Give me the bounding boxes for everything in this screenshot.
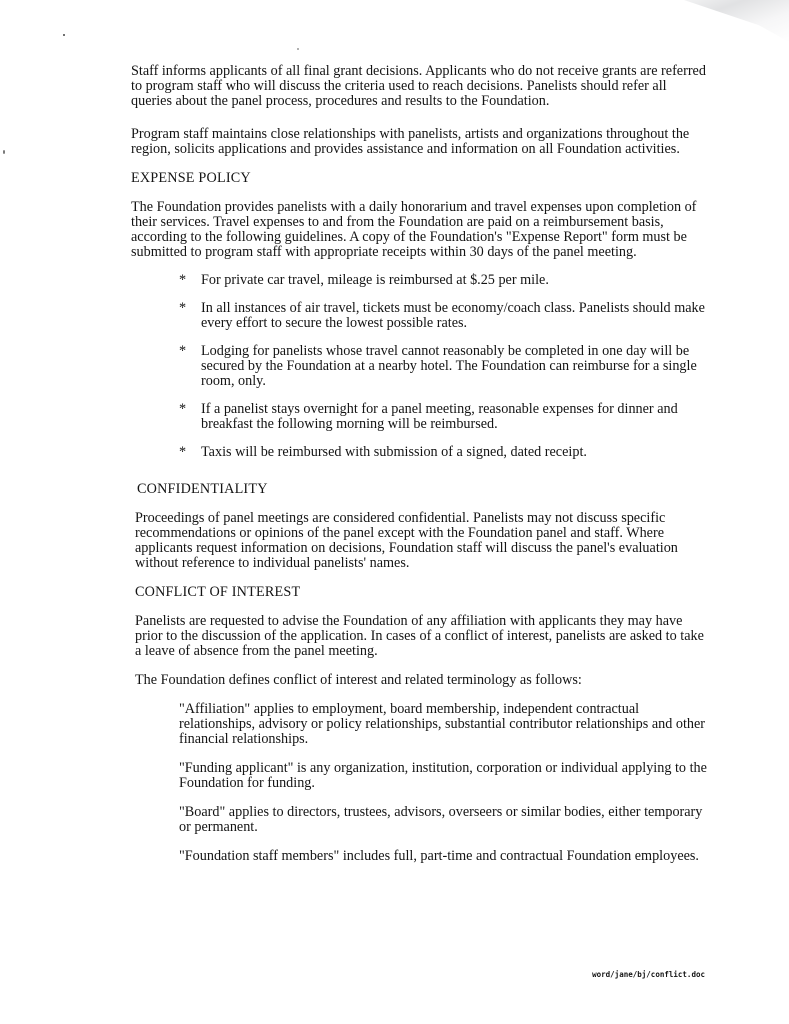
- document-body: [131, 64, 709, 864]
- intro-paragraph-2: Program staff maintains close relationships with panelists, artists and organizations throughout the region, solicits applications and provides assistance and information on all Foundation activities.: [131, 126, 690, 157]
- bullet-text: If a panelist stays overnight for a panel meeting, reasonable expenses for dinner and breakfast the following morning will be reimbursed.: [201, 401, 678, 432]
- expense-policy-intro: The Foundation provides panelists with a daily honorarium and travel expenses upon completion of their services. Travel expenses to and from the Foundation are paid on a reimbursement basis, according to the following guidelines. A copy of the Foundation's "Expense Report" form must be submitted to program staff with appropriate receipts within 30 days of the panel meeting.: [131, 199, 697, 260]
- expense-bullet-list: [131, 273, 709, 460]
- scan-speck: [3, 150, 5, 154]
- bullet-star: *: [179, 343, 187, 359]
- expense-bullet-item: [179, 273, 709, 288]
- intro-paragraph-1: Staff informs applicants of all final grant decisions. Applicants who do not receive grants are referred to program staff who will discuss the criteria used to reach decisions. Panelists should refer all queries about the panel process, procedures and results to the Foundation.: [131, 63, 706, 109]
- page-corner-fold: [639, 0, 789, 42]
- expense-bullet-item: [179, 301, 709, 331]
- bullet-star: *: [179, 300, 187, 316]
- expense-bullet-item: [179, 445, 709, 460]
- bullet-text: In all instances of air travel, tickets must be economy/coach class. Panelists should make every effort to secure the lowest possible rates.: [201, 300, 705, 331]
- file-reference: word/jane/bj/conflict.doc: [592, 970, 705, 979]
- scan-speck: [297, 48, 299, 50]
- definition-funding-applicant: "Funding applicant" is any organization, institution, corporation or individual applying to the Foundation for funding.: [179, 760, 707, 791]
- expense-bullet-item: [179, 344, 709, 389]
- conflict-body-2: The Foundation defines conflict of interest and related terminology as follows:: [135, 672, 582, 688]
- confidentiality-body: Proceedings of panel meetings are considered confidential. Panelists may not discuss specific recommendations or opinions of the panel except with the Foundation panel and staff. Where applicants request information on decisions, Foundation staff will discuss the panel's evaluation without reference to individual panelists' names.: [135, 510, 678, 571]
- scan-speck: [63, 34, 65, 36]
- confidentiality-heading: CONFIDENTIALITY: [137, 481, 268, 497]
- definition-board: "Board" applies to directors, trustees, advisors, overseers or similar bodies, either temporary or permanent.: [179, 804, 703, 835]
- bullet-star: *: [179, 272, 187, 288]
- bullet-star: *: [179, 401, 187, 417]
- expense-policy-heading: EXPENSE POLICY: [131, 170, 251, 186]
- conflict-heading: CONFLICT OF INTEREST: [135, 584, 301, 600]
- bullet-text: Taxis will be reimbursed with submission of a signed, dated receipt.: [201, 444, 587, 460]
- expense-bullet-item: [179, 402, 709, 432]
- bullet-text: For private car travel, mileage is reimbursed at $.25 per mile.: [201, 272, 549, 288]
- bullet-star: *: [179, 444, 187, 460]
- bullet-text: Lodging for panelists whose travel cannot reasonably be completed in one day will be secured by the Foundation at a nearby hotel. The Foundation can reimburse for a single room, only.: [201, 343, 697, 389]
- definition-affiliation: "Affiliation" applies to employment, board membership, independent contractual relationships, advisory or policy relationships, substantial contributor relationships and other financial relationships.: [179, 701, 706, 747]
- conflict-body-1: Panelists are requested to advise the Foundation of any affiliation with applicants they may have prior to the discussion of the application. In cases of a conflict of interest, panelists are asked to take a leave of absence from the panel meeting.: [135, 613, 704, 659]
- definition-staff-members: "Foundation staff members" includes full, part-time and contractual Foundation employees.: [179, 848, 699, 864]
